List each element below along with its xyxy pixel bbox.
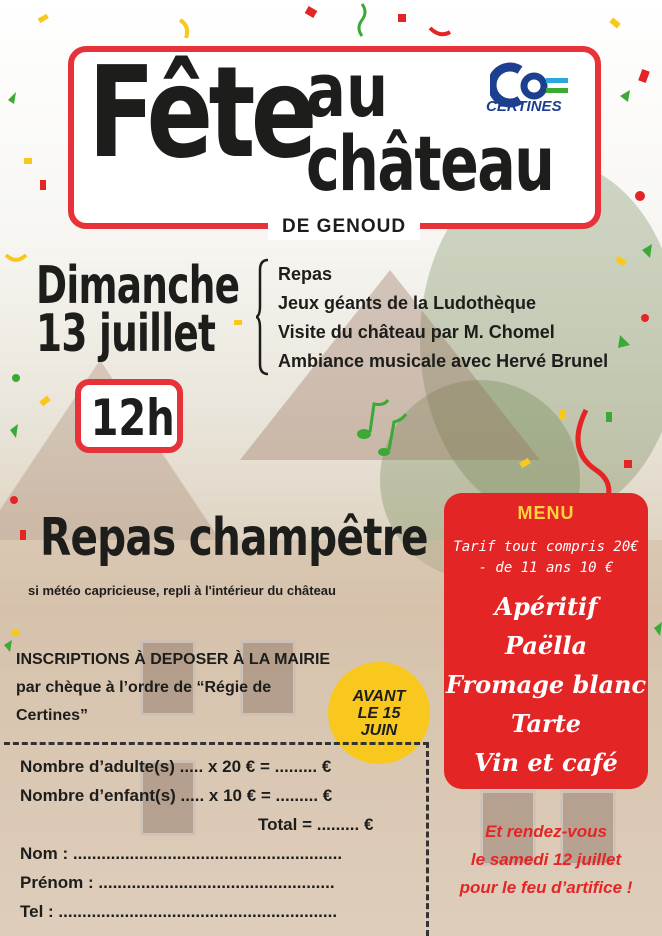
inscription-line: par chèque à l’ordre de “Régie de — [16, 679, 272, 696]
total-field[interactable]: Total = ......... € — [258, 815, 374, 834]
menu-price-child: - de 11 ans 10 € — [478, 560, 614, 576]
music-notes-icon — [354, 396, 414, 460]
rdv-line: Et rendez-vous — [485, 822, 607, 841]
time-text: 12h — [90, 389, 175, 447]
title-subtitle: DE GENOUD — [268, 214, 420, 240]
title-chateau: château — [306, 119, 554, 208]
deadline-line: LE 15 — [357, 704, 401, 722]
menu-price — [444, 537, 648, 579]
rdv-line: pour le feu d’artifice ! — [459, 878, 633, 897]
inscription-line: Certines” — [16, 707, 89, 724]
fireworks-reminder — [432, 818, 660, 902]
program-item: Visite du château par M. Chomel — [278, 322, 555, 342]
nom-field[interactable]: Nom : ......................................................... — [20, 844, 343, 863]
prenom-field[interactable]: Prénom : .................................................. — [20, 873, 335, 892]
inscription-info — [16, 646, 330, 730]
program-item: Repas — [278, 264, 333, 284]
time-badge — [75, 379, 183, 453]
menu-item: Paëlla — [504, 631, 587, 660]
repas-title: Repas champêtre — [40, 508, 428, 568]
date-day: Dimanche — [36, 256, 240, 316]
weather-note: si météo capricieuse, repli à l'intérieur du château — [28, 583, 336, 598]
program-item: Ambiance musicale avec Hervé Brunel — [278, 351, 609, 371]
adults-field[interactable]: Nombre d’adulte(s) ..... x 20 € = ......... € — [20, 757, 332, 776]
children-field[interactable]: Nombre d’enfant(s) ..... x 10 € = ......... € — [20, 786, 333, 805]
menu-item: Fromage blanc — [445, 670, 647, 699]
program-list — [278, 260, 608, 376]
deadline-line: JUIN — [360, 721, 398, 739]
title-fete: Fête — [88, 39, 313, 186]
menu-price-adult: Tarif tout compris 20€ — [453, 539, 639, 555]
inscription-line: INSCRIPTIONS À DEPOSER À LA MAIRIE — [16, 651, 331, 668]
deadline-line: AVANT — [352, 687, 406, 705]
registration-form — [4, 742, 429, 936]
menu-item: Tarte — [510, 709, 582, 738]
rdv-line: le samedi 12 juillet — [470, 850, 622, 869]
brace-icon — [256, 258, 270, 376]
logo-text: CERTINES — [486, 98, 562, 115]
menu-card — [444, 493, 648, 789]
menu-title: MENU — [517, 503, 575, 523]
program-item: Jeux géants de la Ludothèque — [278, 293, 537, 313]
menu-item: Apéritif — [494, 592, 598, 621]
menu-items — [444, 587, 648, 782]
date-number: 13 juillet — [36, 304, 216, 364]
title-au: au — [306, 48, 389, 134]
tel-field[interactable]: Tel : ........................................................... — [20, 902, 338, 921]
event-date — [36, 256, 240, 364]
menu-item: Vin et café — [474, 748, 618, 777]
